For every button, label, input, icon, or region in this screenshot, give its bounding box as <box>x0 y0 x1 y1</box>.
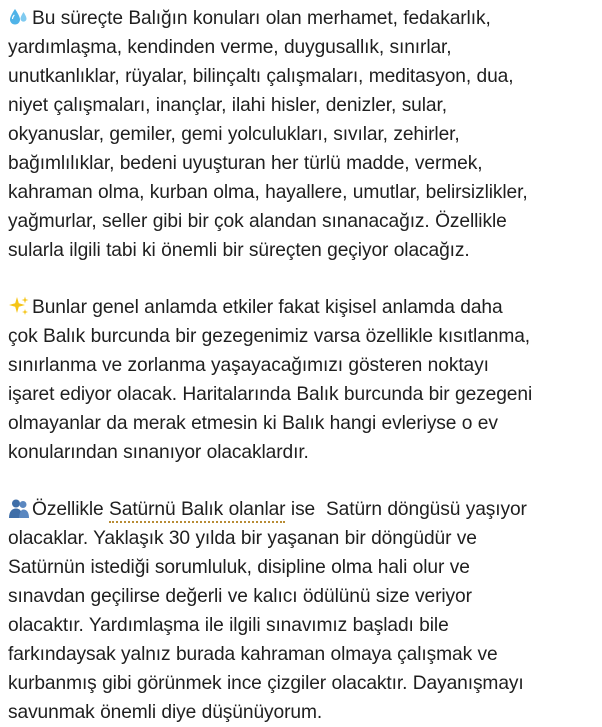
text-line: farkındaysak yalnız burada kahraman olmaya çalışmak ve <box>8 644 498 665</box>
text-line: sınırlanma ve zorlanma yaşayacağımızı gösteren noktayı <box>8 355 489 376</box>
people-hugging-icon <box>8 497 30 519</box>
paragraph-saturn <box>8 495 598 727</box>
text-line: kahraman olma, kurban olma, hayallere, umutlar, belirsizlikler, <box>8 182 528 203</box>
text-line <box>8 293 598 322</box>
text-line: yağmurlar, seller gibi bir çok alandan sınanacağız. Özellikle <box>8 211 507 232</box>
paragraph-personal-effects <box>8 293 598 467</box>
paragraph-spacer <box>8 467 598 495</box>
text-line: okyanuslar, gemiler, gemi yolculukları, sıvılar, zehirler, <box>8 124 460 145</box>
text-line <box>8 4 598 33</box>
text-line: unutkanlıklar, rüyalar, bilinçaltı çalışmaları, meditasyon, dua, <box>8 66 514 87</box>
text-line: olacaktır. Yardımlaşma ile ilgili sınavımız başladı bile <box>8 615 449 636</box>
text-line: savunmak önemli diye düşünüyorum. <box>8 702 323 723</box>
saturn-pisces-link[interactable]: Satürnü Balık olanlar <box>109 499 285 523</box>
text-line: olmayanlar da merak etmesin ki Balık hangi evleriyse o ev <box>8 413 498 434</box>
sparkles-icon <box>8 295 30 317</box>
text-line <box>8 495 598 524</box>
text-line: sularla ilgili tabi ki önemli bir süreçten geçiyor olacağız. <box>8 240 470 261</box>
line-text: ise Satürn döngüsü yaşıyor <box>285 499 527 520</box>
text-line: kurbanmış gibi görünmek ince çizgiler olacaktır. Dayanışmayı <box>8 673 524 694</box>
text-line: olacaklar. Yaklaşık 30 yılda bir yaşanan bir döngüdür ve <box>8 528 477 549</box>
text-line: yardımlaşma, kendinden verme, duygusallık, sınırlar, <box>8 37 452 58</box>
line-text: Bu süreçte Balığın konuları olan merhamet, fedakarlık, <box>32 8 491 29</box>
paragraph-themes <box>8 4 598 265</box>
line-text: Bunlar genel anlamda etkiler fakat kişisel anlamda daha <box>32 297 503 318</box>
text-line: bağımlılıklar, bedeni uyuşturan her türlü madde, vermek, <box>8 153 483 174</box>
text-line: niyet çalışmaları, inançlar, ilahi hisler, denizler, sular, <box>8 95 447 116</box>
text-line: konularından sınanıyor olacaklardır. <box>8 442 309 463</box>
sweat-droplets-icon <box>8 6 30 28</box>
paragraph-spacer <box>8 265 598 293</box>
text-line: Satürnün istediği sorumluluk, disipline olma hali olur ve <box>8 557 470 578</box>
text-line: sınavdan geçilirse değerli ve kalıcı ödülünü size veriyor <box>8 586 472 607</box>
line-text: Özellikle <box>32 499 110 520</box>
text-content <box>8 4 598 727</box>
text-line: işaret ediyor olacak. Haritalarında Balık burcunda bir gezegeni <box>8 384 533 405</box>
text-line: çok Balık burcunda bir gezegenimiz varsa özellikle kısıtlanma, <box>8 326 531 347</box>
